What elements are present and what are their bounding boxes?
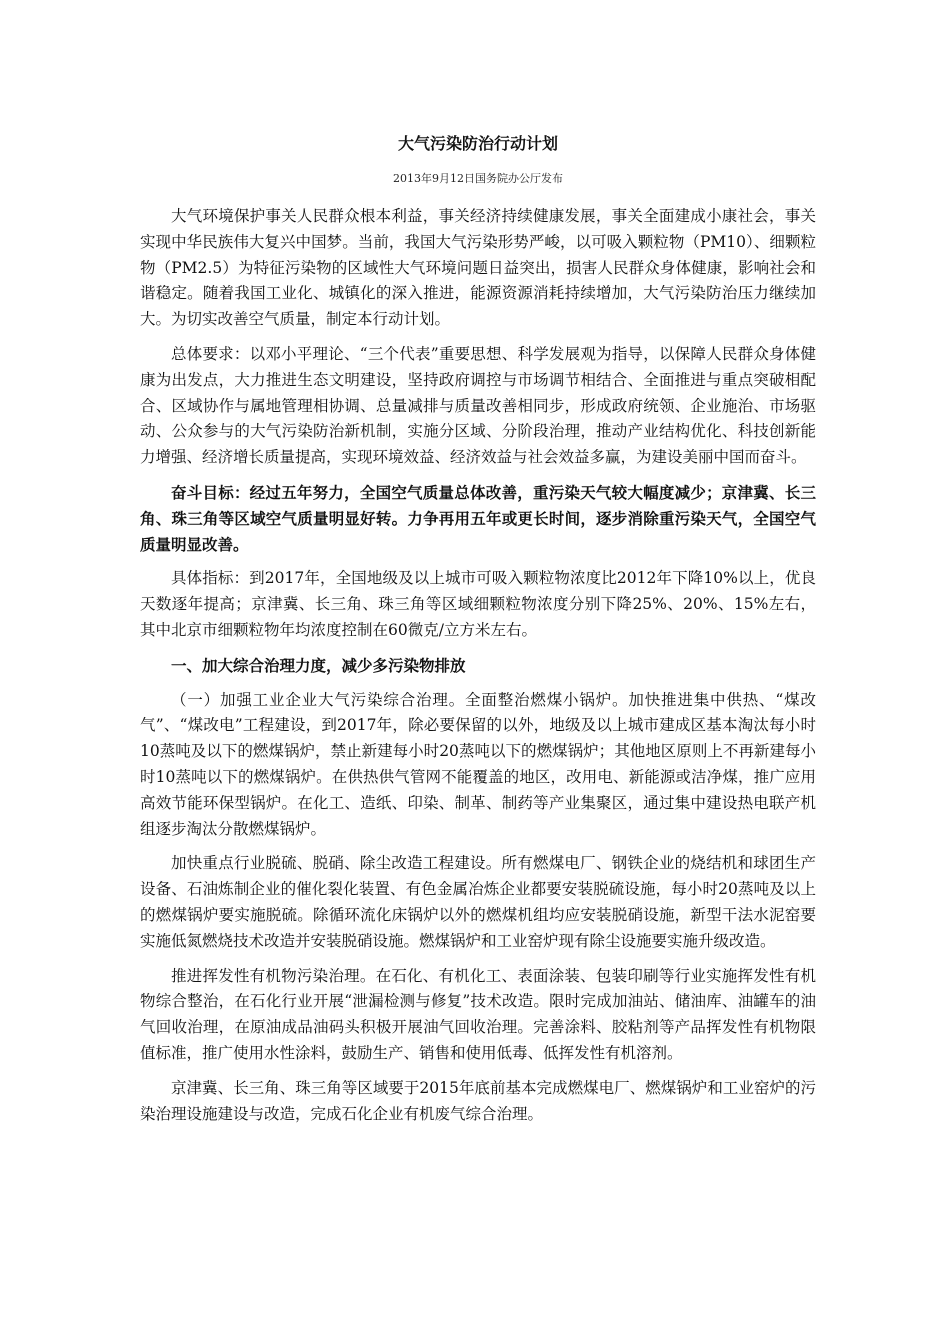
paragraph-voc-governance: 推进挥发性有机物污染治理。在石化、有机化工、表面涂装、包装印刷等行业实施挥发性有机物综合整治，在石化行业开展“泄漏检测与修复”技术改造。限时完成加油站、储油库、油罐车的油气回收治理，在原油成品油码头积极开展油气回收治理。完善涂料、胶粘剂等产品挥发性有机物限值标准，推广使用水性涂料，鼓励生产、销售和使用低毒、低挥发性有机溶剂。 (140, 966, 816, 1062)
paragraph-regional-deadline: 京津冀、长三角、珠三角等区域要于2015年底前基本完成燃煤电厂、燃煤锅炉和工业窑炉的污染治理设施建设与改造，完成石化企业有机废气综合治理。 (140, 1078, 816, 1123)
paragraph-general-requirements: 总体要求：以邓小平理论、“三个代表”重要思想、科学发展观为指导，以保障人民群众身体健康为出发点，大力推进生态文明建设，坚持政府调控与市场调节相结合、全面推进与重点突破相配合、区域协作与属地管理相协调、总量减排与质量改善相同步，形成政府统领、企业施治、市场驱动、公众参与的大气污染防治新机制，实施分区域、分阶段治理，推动产业结构优化、科技创新能力增强、经济增长质量提高，实现环境效益、经济效益与社会效益多赢，为建设美丽中国而奋斗。 (140, 344, 816, 467)
document-subtitle: 2013年9月12日国务院办公厅发布 (393, 172, 563, 185)
paragraph-goals: 奋斗目标：经过五年努力，全国空气质量总体改善，重污染天气较大幅度减少；京津冀、长三角、珠三角等区域空气质量明显好转。力争再用五年或更长时间，逐步消除重污染天气，全国空气质量明显改善。 (140, 482, 816, 554)
section-heading-1: 一、加大综合治理力度，减少多污染物排放 (171, 655, 466, 675)
paragraph-industrial-governance: （一）加强工业企业大气污染综合治理。全面整治燃煤小锅炉。加快推进集中供热、“煤改气”、“煤改电”工程建设，到2017年，除必要保留的以外，地级及以上城市建成区基本淘汰每小时10蒸吨及以下的燃煤锅炉，禁止新建每小时20蒸吨以下的燃煤锅炉；其他地区原则上不再新建每小时10蒸吨以下的燃煤锅炉。在供热供气管网不能覆盖的地区，改用电、新能源或洁净煤，推广应用高效节能环保型锅炉。在化工、造纸、印染、制革、制药等产业集聚区，通过集中建设热电联产机组逐步淘汰分散燃煤锅炉。 (140, 690, 816, 838)
paragraph-desulfurization: 加快重点行业脱硫、脱硝、除尘改造工程建设。所有燃煤电厂、钢铁企业的烧结机和球团生产设备、石油炼制企业的催化裂化装置、有色金属冶炼企业都要安装脱硫设施，每小时20蒸吨及以上的燃煤锅炉要实施脱硫。除循环流化床锅炉以外的燃煤机组均应安装脱硝设施，新型干法水泥窑要实施低氮燃烧技术改造并安装脱硝设施。燃煤锅炉和工业窑炉现有除尘设施要实施升级改造。 (140, 854, 816, 950)
document-title: 大气污染防治行动计划 (397, 134, 558, 153)
paragraph-intro: 大气环境保护事关人民群众根本利益，事关经济持续健康发展，事关全面建成小康社会，事关实现中华民族伟大复兴中国梦。当前，我国大气污染形势严峻，以可吸入颗粒物（PM10）、细颗粒物（PM2.5）为特征污染物的区域性大气环境问题日益突出，损害人民群众身体健康，影响社会和谐稳定。随着我国工业化、城镇化的深入推进，能源资源消耗持续增加，大气污染防治压力继续加大。为切实改善空气质量，制定本行动计划。 (140, 207, 816, 329)
paragraph-specific-targets: 具体指标：到2017年，全国地级及以上城市可吸入颗粒物浓度比2012年下降10%以上，优良天数逐年提高；京津冀、长三角、珠三角等区域细颗粒物浓度分别下降25%、20%、15%左右，其中北京市细颗粒物年均浓度控制在60微克/立方米左右。 (140, 569, 816, 639)
document-page (140, 132, 816, 1127)
